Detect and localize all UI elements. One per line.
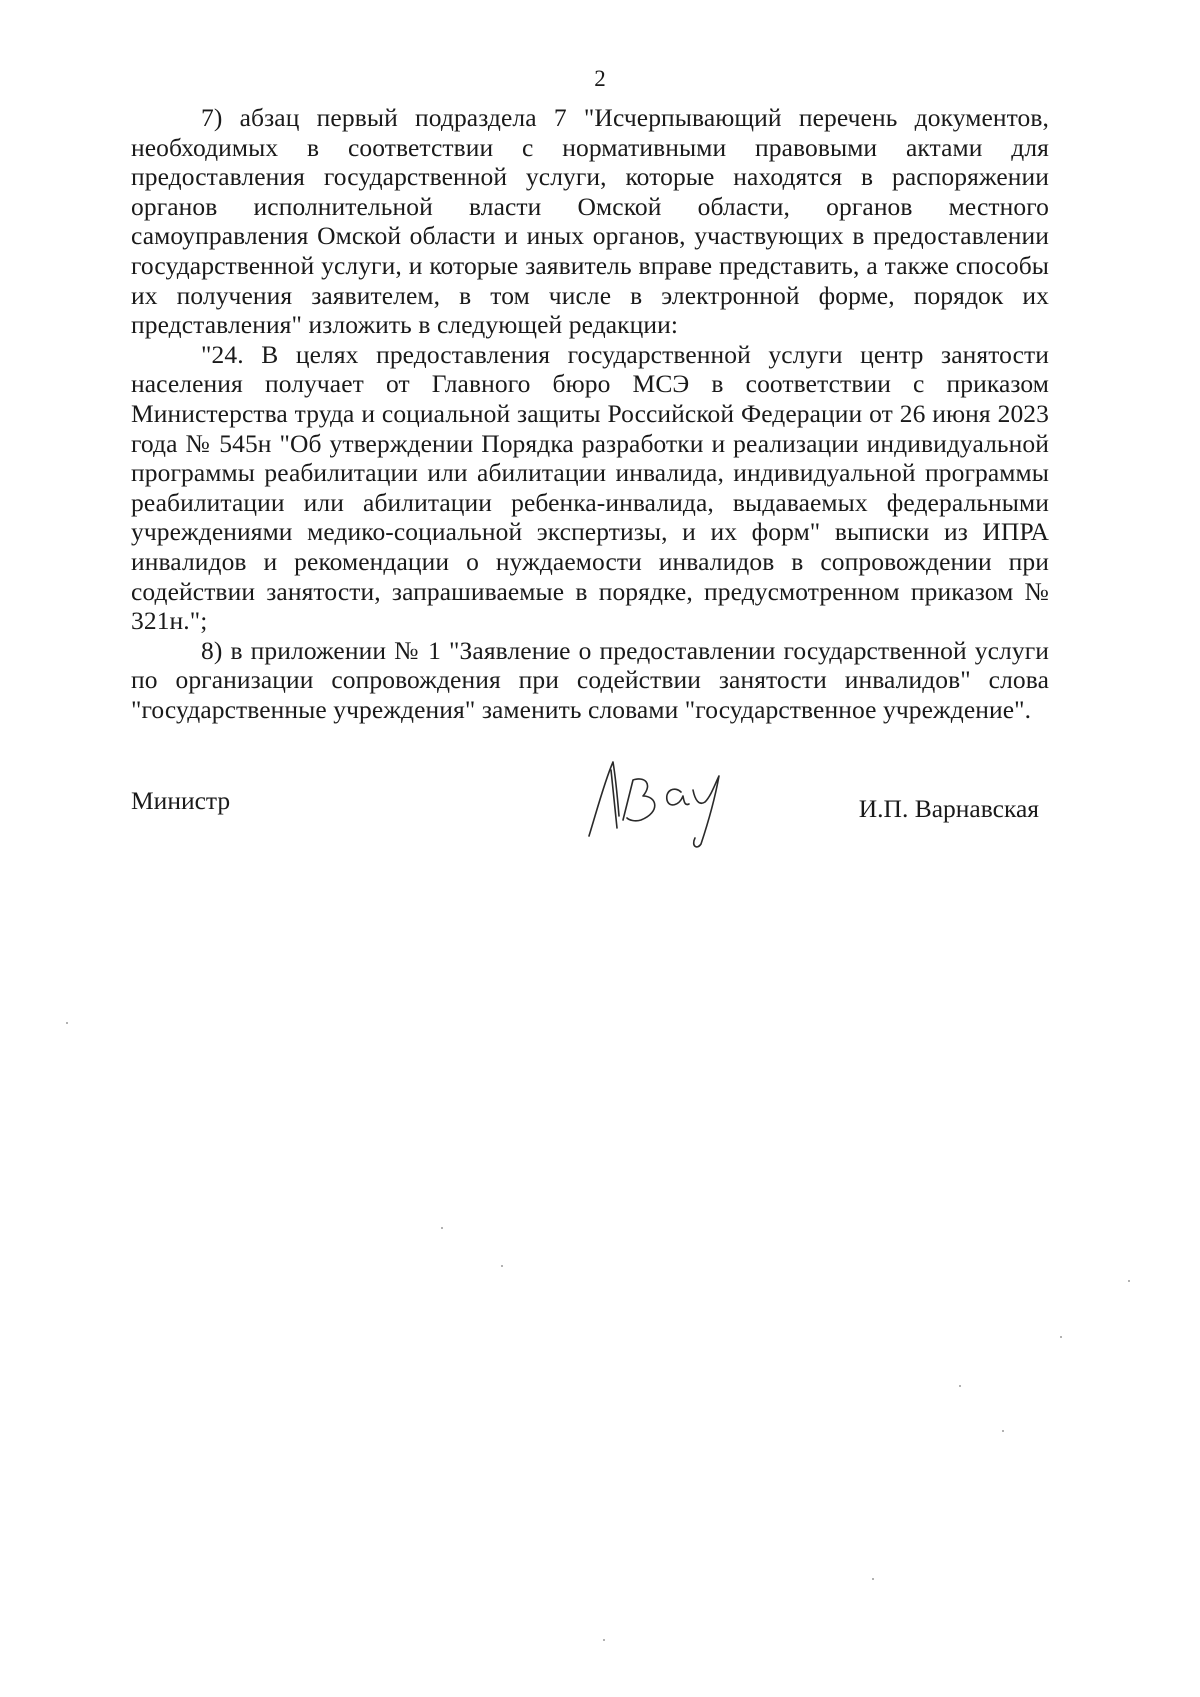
signer-name: И.П. Варнавская — [858, 794, 1039, 823]
scan-speck — [66, 1022, 68, 1024]
signature-scribble — [583, 740, 733, 852]
document-body — [131, 103, 1049, 724]
paragraph-item-8: 8) в приложении № 1 "Заявление о предоставлении государственной услуги по организации сопровождения при содействии занятости инвалидов" слова "государственные учреждения" заменить словами "государственное учреждение". — [131, 635, 1049, 724]
signature-block — [131, 740, 1049, 860]
scan-speck — [1002, 1430, 1004, 1432]
scan-speck — [603, 1639, 605, 1641]
scan-speck — [1128, 1280, 1130, 1282]
signer-title: Министр — [131, 786, 231, 815]
scan-speck — [959, 1385, 961, 1387]
scan-speck — [441, 1227, 443, 1229]
handwritten-signature — [583, 740, 733, 852]
paragraph-item-7: 7) абзац первый подраздела 7 "Исчерпывающий перечень документов, необходимых в соответствии с нормативными правовыми актами для предоставления государственной услуги, которые находятся в распоряжении органов исполнительной власти Омской области, органов местного самоуправления Омской области и иных органов, участвующих в предоставлении государственной услуги, и которые заявитель вправе представить, а также способы их получения заявителем, в том числе в электронной форме, порядок их представления" изложить в следующей редакции: — [131, 103, 1049, 340]
scan-speck — [1060, 1336, 1062, 1338]
scan-speck — [501, 1265, 503, 1267]
page-number: 2 — [594, 66, 606, 91]
scan-speck — [872, 1578, 874, 1580]
paragraph-clause-24: "24. В целях предоставления государственной услуги центр занятости населения получает от Главного бюро МСЭ в соответствии с приказом Министерства труда и социальной защиты Российской Федерации от 26 июня 2023 года № 545н "Об утверждении Порядка разработки и реализации индивидуальной программы реабилитации или абилитации инвалида, индивидуальной программы реабилитации или абилитации ребенка-инвалида, выдаваемых федеральными учреждениями медико-социальной экспертизы, и их форм" выписки из ИПРА инвалидов и рекомендации о нуждаемости инвалидов в сопровождении при содействии занятости, запрашиваемые в порядке, предусмотренном приказом № 321н."; — [131, 339, 1049, 636]
